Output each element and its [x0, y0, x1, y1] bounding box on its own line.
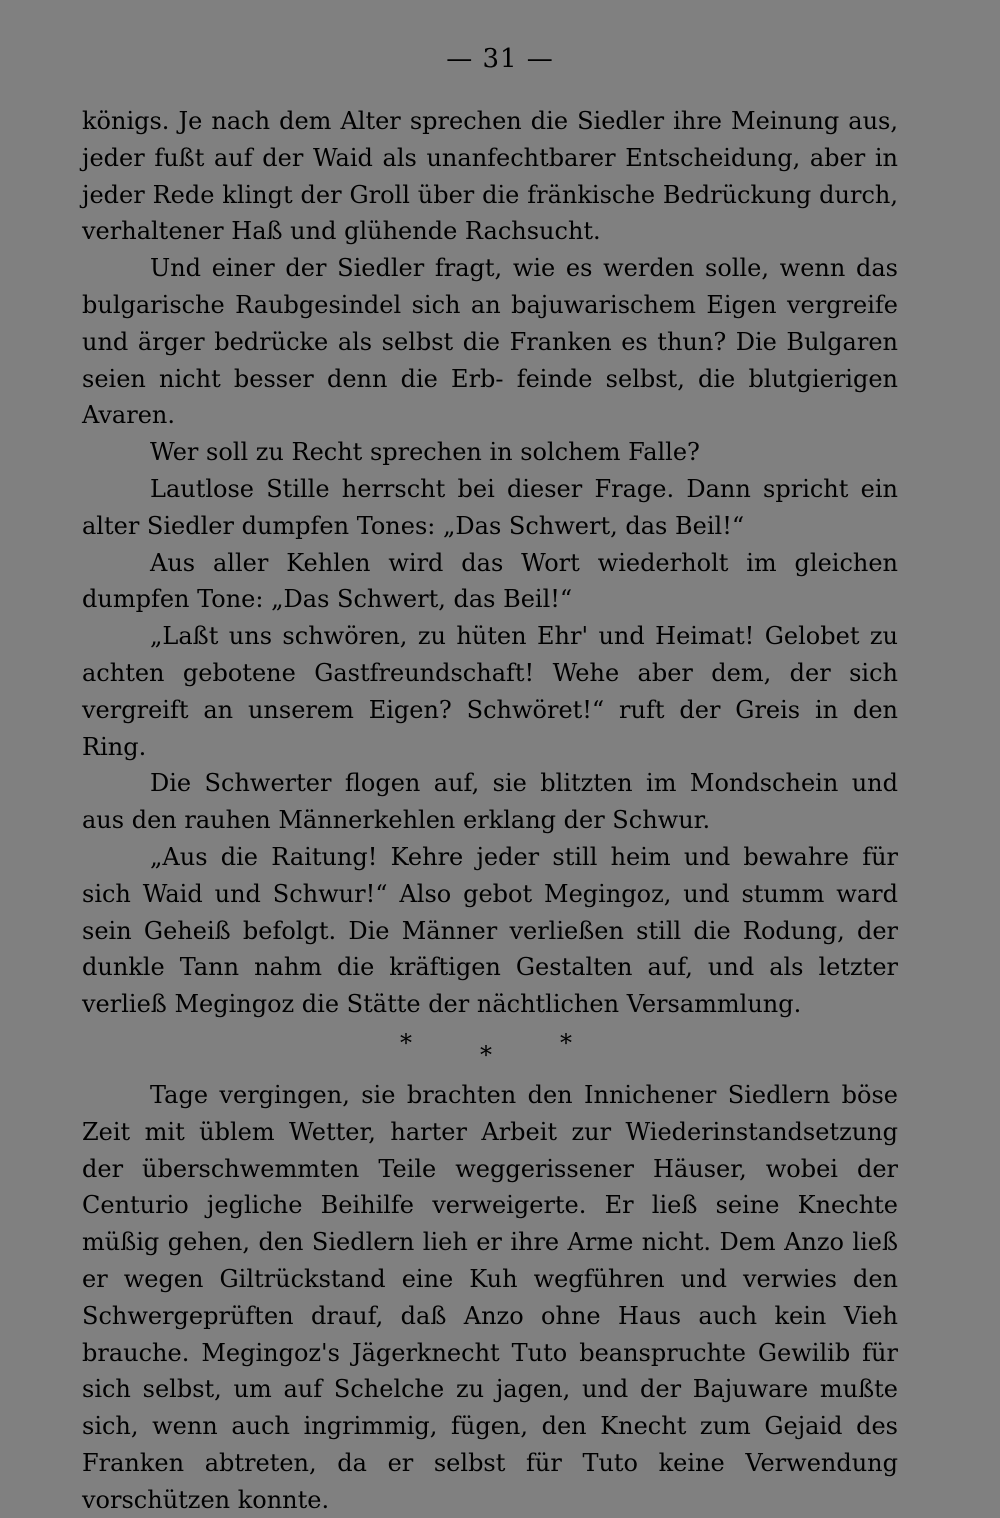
- asterisk: *: [400, 1028, 412, 1057]
- paragraph: „Laßt uns schwören, zu hüten Ehr' und Heimat! Gelobet zu achten gebotene Gastfreundschaft! Wehe aber dem, der sich vergreift an unserem Eigen? Schwöret!“ ruft der Greis in den Ring.: [82, 622, 898, 761]
- section-break-asterisks: [82, 1023, 898, 1077]
- paragraph: „Aus die Raitung! Kehre jeder still heim und bewahre für sich Waid und Schwur!“ Also gebot Megingoz, und stumm ward sein Geheiß befolgt. Die Männer verließen still die Rodung, der dunkle Tann nahm die kräftigen Gestalten auf, und als letzter verließ Megingoz die Stätte der nächtlichen Versammlung.: [82, 842, 898, 1019]
- page-number: — 31 —: [446, 44, 554, 74]
- paragraph: Und einer der Siedler fragt, wie es werden solle, wenn das bulgarische Raubgesindel sich an bajuwarischem Eigen vergreife und ärger bedrücke als selbst die Franken es thun? Die Bulgaren seien nicht besser denn die Erb- feinde selbst, die blutgierigen Avaren.: [82, 254, 898, 430]
- asterisk: *: [560, 1028, 572, 1057]
- paragraph: Tage vergingen, sie brachten den Innichener Siedlern böse Zeit mit üblem Wetter, harter Arbeit zur Wiederinstandsetzung der überschwemmten Teile weggerissener Häuser, wobei der Centurio jegliche Beihilfe verweigerte. Er ließ seine Knechte müßig gehen, den Siedlern lieh er ihre Arme nicht. Dem Anzo ließ er wegen Giltrückstand eine Kuh wegführen und verwies den Schwergeprüften drauf, daß Anzo ohne Haus auch kein Vieh brauche. Megingoz's Jägerknecht Tuto beanspruchte Gewilib für sich selbst, um auf Schelche zu jagen, und der Bajuware mußte sich, wenn auch ingrimmig, fügen, den Knecht zum Gejaid des Franken abtreten, da er selbst für Tuto keine Verwendung vorschützen konnte.: [82, 1080, 898, 1514]
- paragraph: königs. Je nach dem Alter sprechen die Siedler ihre Meinung aus, jeder fußt auf der Waid als unanfechtbarer Entscheidung, aber in jeder Rede klingt der Groll über die fränkische Bedrückung durch, verhaltener Haß und glühende Rachsucht.: [82, 107, 898, 246]
- paragraph: Wer soll zu Recht sprechen in solchem Falle?: [150, 438, 700, 467]
- paragraph: Lautlose Stille herrscht bei dieser Frage. Dann spricht ein alter Siedler dumpfen Tones: „Das Schwert, das Beil!“: [82, 474, 898, 540]
- paragraph: Aus aller Kehlen wird das Wort wiederholt im gleichen dumpfen Tone: „Das Schwert, das Beil!“: [82, 548, 898, 614]
- paragraph: Die Schwerter flogen auf, sie blitzten im Mondschein und aus den rauhen Männerkehlen erklang der Schwur.: [82, 769, 898, 835]
- asterisk: *: [480, 1040, 492, 1069]
- body-text: [82, 103, 898, 1518]
